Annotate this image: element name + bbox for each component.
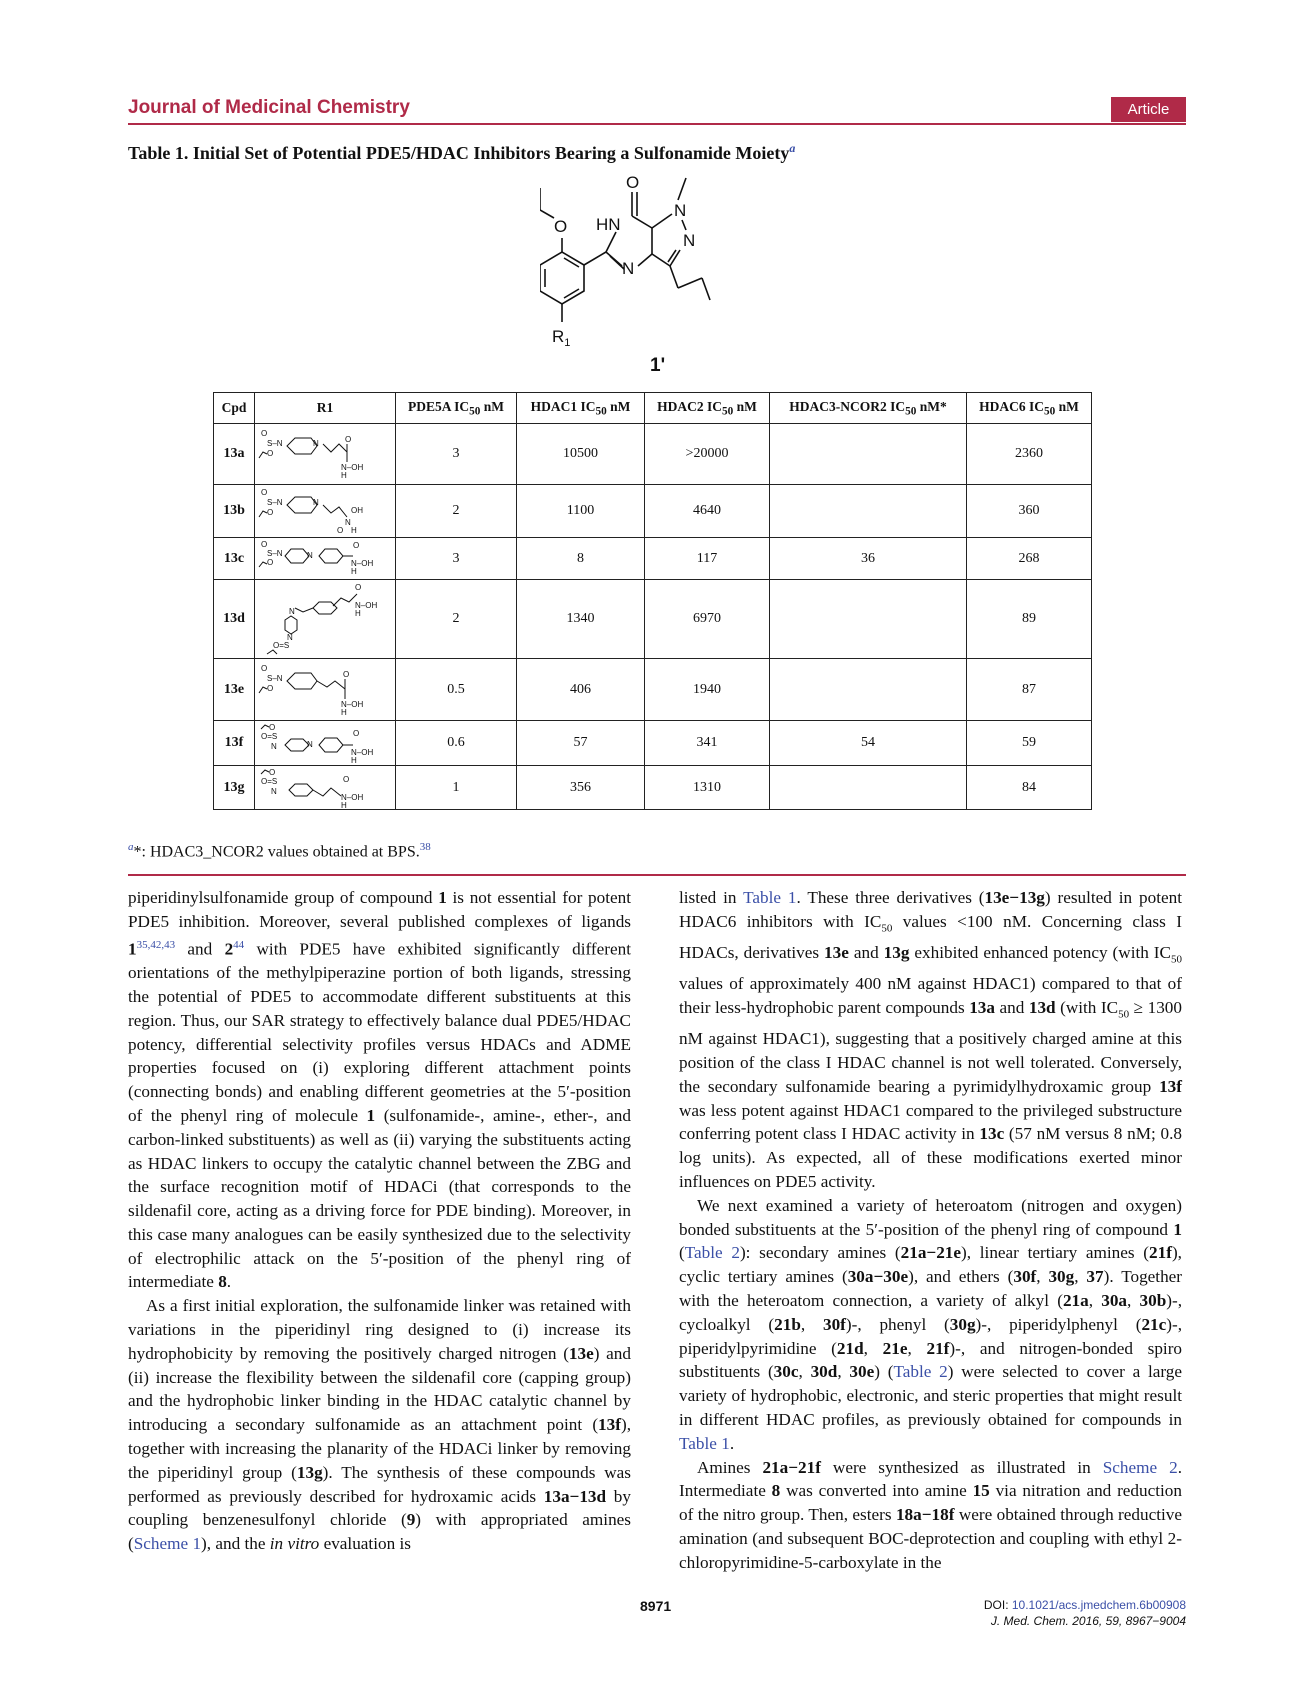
svg-text:O=S: O=S: [261, 732, 278, 741]
hn-label: HN: [596, 215, 621, 234]
structure-13a: [255, 424, 395, 484]
hdac1-value: 10500: [517, 424, 645, 485]
scaffold-structure-1-prime: [540, 170, 780, 380]
footnote-text: *: HDAC3_NCOR2 values obtained at BPS.: [133, 843, 420, 861]
reference-link[interactable]: 35,42,43: [136, 938, 176, 951]
paragraph: We next examined a variety of heteroatom (nitrogen and oxygen) bonded substituents at the 5′-position of the phenyl ring of compound 1 (Table 2): secondary amines (21a−21e), linear tertiary amines (21f), cyclic tertiary amines (30a−30e), and ethers (30f, 30g, 37). Together with the heteroatom connection, a variety of alkyl (21a, 30a, 30b)-, cycloalkyl (21b, 30f)-, phenyl (30g)-, piperidylphenyl (21c)-, piperidylpyrimidine (21d, 21e, 21f)-, and nitrogen-bonded spiro substituents (30c, 30d, 30e) (Table 2) were selected to cover a large variety of hydrophobic, electronic, and steric properties that might result in different HDAC profiles, as previously obtained for compounds in Table 1.: [679, 1195, 1183, 1453]
hdac1-value: 57: [517, 721, 645, 766]
scheme-2-link[interactable]: Scheme 2: [1102, 1457, 1178, 1477]
svg-text:O: O: [345, 435, 352, 444]
svg-text:O: O: [261, 488, 268, 497]
table-row: [214, 766, 1092, 810]
svg-text:H: H: [341, 471, 347, 480]
hdac2-value: 117: [645, 538, 770, 580]
svg-text:N: N: [345, 518, 351, 527]
svg-text:S–N: S–N: [267, 439, 283, 448]
svg-text:O: O: [269, 768, 276, 777]
svg-text:O: O: [355, 583, 362, 592]
svg-text:S–N: S–N: [267, 549, 283, 558]
header-pde5a: PDE5A $IC_{50}$ nM: [396, 393, 517, 424]
hdac6-value: 59: [967, 721, 1092, 766]
hdac3-value: [770, 424, 967, 485]
table-row: [214, 659, 1092, 721]
cpd-cell: 13f: [214, 721, 255, 766]
cpd-cell: 13d: [214, 580, 255, 659]
svg-text:N: N: [271, 787, 277, 796]
hdac1-value: 356: [517, 766, 645, 810]
pyrazole-n-label: N: [683, 231, 696, 250]
svg-text:O: O: [269, 723, 276, 732]
svg-text:H: H: [351, 756, 357, 765]
pde5a-value: 3: [396, 538, 517, 580]
svg-text:O=S: O=S: [261, 777, 278, 786]
svg-text:H: H: [351, 526, 357, 535]
hdac6-value: 268: [967, 538, 1092, 580]
hdac2-value: 6970: [645, 580, 770, 659]
header-cpd: Cpd: [214, 393, 255, 424]
footnote-rule: [128, 874, 1186, 876]
svg-text:O: O: [261, 429, 268, 438]
hdac3-value: [770, 766, 967, 810]
svg-text:N: N: [313, 498, 319, 507]
structure-13f: [255, 721, 395, 765]
pde5a-value: 0.6: [396, 721, 517, 766]
header-hdac2: HDAC2 $IC_{50}$ nM: [645, 393, 770, 424]
footnote-reference[interactable]: 38: [419, 841, 431, 853]
svg-text:H: H: [355, 609, 361, 618]
r1-label: $R_1$: [552, 327, 571, 349]
svg-text:N: N: [307, 551, 313, 560]
r1-structure-cell: [255, 580, 396, 659]
ether-oxygen-label: O: [554, 217, 568, 236]
table-row: [214, 721, 1092, 766]
svg-text:N–OH: N–OH: [355, 601, 378, 610]
pyrimidine-n-label: N: [622, 259, 635, 278]
cpd-cell: 13g: [214, 766, 255, 810]
page-number: 8971: [640, 1598, 672, 1614]
article-type-badge: Article: [1111, 97, 1186, 122]
table-footnote-mark: a: [789, 141, 796, 155]
hdac6-value: 2360: [967, 424, 1092, 485]
svg-text:N: N: [313, 439, 319, 448]
svg-text:O=S: O=S: [273, 641, 290, 650]
svg-text:N–OH: N–OH: [341, 700, 364, 709]
table-header-row: [214, 393, 1092, 424]
table-title-text: Table 1. Initial Set of Potential PDE5/HDAC Inhibitors Bearing a Sulfonamide Moiety: [128, 143, 790, 163]
svg-text:O: O: [343, 670, 350, 679]
r1-structure-cell: [255, 659, 396, 721]
doi-line: DOI: 10.1021/acs.jmedchem.6b00908: [983, 1598, 1186, 1612]
cpd-cell: 13c: [214, 538, 255, 580]
table-1-link[interactable]: Table 1: [679, 1433, 730, 1453]
pde5a-value: 2: [396, 580, 517, 659]
hdac1-value: 1100: [517, 485, 645, 538]
structure-13e: [255, 659, 395, 720]
hdac3-value: [770, 659, 967, 721]
structure-13g: [255, 766, 395, 809]
svg-text:H: H: [341, 708, 347, 717]
svg-text:H: H: [351, 567, 357, 576]
hdac3-value: 36: [770, 538, 967, 580]
r1-structure-cell: [255, 485, 396, 538]
svg-text:O: O: [267, 684, 274, 693]
pde5a-value: 3: [396, 424, 517, 485]
svg-text:OH: OH: [351, 506, 363, 515]
body-left-column: [128, 886, 631, 1556]
hdac6-value: 84: [967, 766, 1092, 810]
table-2-link[interactable]: Table 2: [684, 1243, 740, 1263]
hdac1-value: 406: [517, 659, 645, 721]
header-hdac6: HDAC6 $IC_{50}$ nM: [967, 393, 1092, 424]
svg-text:N: N: [307, 740, 313, 749]
svg-text:N–OH: N–OH: [341, 793, 364, 802]
carbonyl-oxygen-label: O: [626, 173, 640, 192]
hdac6-value: 87: [967, 659, 1092, 721]
hdac3-value: 54: [770, 721, 967, 766]
footnote-mark: a: [128, 841, 134, 853]
svg-text:S–N: S–N: [267, 674, 283, 683]
table-row: [214, 424, 1092, 485]
hdac3-value: [770, 485, 967, 538]
paragraph: Amines 21a−21f were synthesized as illustrated in Scheme 2. Intermediate 8 was converted into amine 15 via nitration and reduction of the nitro group. Then, esters 18a−18f were obtained through reductive amination (and subsequent BOC-deprotection and coupling with ethyl 2-chloropyrimidine-5-carboxylate in the: [679, 1457, 1182, 1572]
hdac2-value: 1310: [645, 766, 770, 810]
r1-structure-cell: [255, 721, 396, 766]
scheme-1-link[interactable]: Scheme 1: [133, 1534, 202, 1554]
pde5a-value: 1: [396, 766, 517, 810]
pde5a-value: 2: [396, 485, 517, 538]
svg-text:N: N: [271, 742, 277, 751]
header-hdac3-ncor2: HDAC3-NCOR2 $IC_{50}$ nM*: [770, 393, 967, 424]
svg-text:O: O: [353, 729, 360, 738]
hdac2-value: 341: [645, 721, 770, 766]
cpd-cell: 13a: [214, 424, 255, 485]
r1-structure-cell: [255, 538, 396, 580]
svg-text:O: O: [267, 449, 274, 458]
table-1-link[interactable]: Table 1: [743, 888, 797, 907]
hdac2-value: 4640: [645, 485, 770, 538]
journal-citation: J. Med. Chem. 2016, 59, 8967−9004: [990, 1614, 1186, 1628]
svg-text:N–OH: N–OH: [351, 748, 374, 757]
header-r1: R1: [255, 393, 396, 424]
header-rule: [128, 123, 1186, 125]
table-row: [214, 538, 1092, 580]
body-right-column: [679, 886, 1182, 1575]
cpd-cell: 13e: [214, 659, 255, 721]
hdac6-value: 360: [967, 485, 1092, 538]
svg-text:N–OH: N–OH: [341, 463, 364, 472]
svg-text:O: O: [337, 526, 344, 535]
doi-link[interactable]: 10.1021/acs.jmedchem.6b00908: [1011, 1598, 1186, 1612]
table-title: [128, 141, 795, 164]
methyl-n-label: N: [674, 201, 687, 220]
hdac3-value: [770, 580, 967, 659]
cpd-cell: 13b: [214, 485, 255, 538]
r1-structure-cell: [255, 424, 396, 485]
structure-13c: [255, 538, 395, 579]
svg-text:S–N: S–N: [267, 498, 283, 507]
svg-text:N: N: [287, 633, 293, 642]
svg-text:O: O: [267, 558, 274, 567]
paragraph: listed in Table 1. These three derivatives (13e−13g) resulted in potent HDAC6 inhibitors with $IC_{50}$ values <100 nM. Concerning class I HDACs, derivatives 13e and 13g exhibited enhanced potency (with $IC_{50}$ values of approximately 400 nM against HDAC1) compared to that of their less-hydrophobic parent compounds 13a and 13d (with $IC_{50} \ge 1300$ nM against HDAC1), suggesting that a positively charged amine at this position of the class I HDAC channel is not well tolerated. Conversely, the secondary sulfonamide bearing a pyrimidylhydroxamic group 13f was less potent against HDAC1 compared to the privileged substructure conferring potent class I HDAC activity in 13c (57 nM versus 8 nM; 0.8 log units). As expected, all of these modifications exerted minor influences on PDE5 activity.: [679, 888, 1182, 1192]
reference-link[interactable]: 44: [233, 938, 245, 951]
hdac1-value: 1340: [517, 580, 645, 659]
structure-13b: [255, 485, 395, 537]
journal-name: Journal of Medicinal Chemistry: [128, 97, 410, 118]
svg-text:N: N: [289, 607, 295, 616]
hdac2-value: 1940: [645, 659, 770, 721]
table-2-link[interactable]: Table 2: [893, 1362, 948, 1382]
header-hdac1: HDAC1 $IC_{50}$ nM: [517, 393, 645, 424]
table-footnote: [128, 841, 431, 861]
paragraph: piperidinylsulfonamide group of compound 1 is not essential for potent PDE5 inhibition. Moreover, several published complexes of ligands 1$^{35,42,43}$ and $2^{44}$ with PDE5 have exhibited significantly different orientations of the methylpiperazine portion of both ligands, stressing the potential of PDE5 to accommodate different substituents at this region. Thus, our SAR strategy to effectively balance dual PDE5/HDAC potency, differential selectivity profiles versus HDACs and ADME properties focused on (i) exploring different attachment points (connecting bonds) and enabling different geometries at the 5′-position of the phenyl ring of molecule 1 (sulfonamide-, amine-, ether-, and carbon-linked substituents) as well as (ii) varying the substituents acting as HDAC linkers to occupy the catalytic channel between the ZBG and the surface recognition motif of HDACi (that corresponds to the sildenafil core, acting as a driving force for PDE binding). Moreover, in this case many analogues can be easily synthesized due to the selectivity of electrophilic attack on the 5′-position of the phenyl ring of intermediate 8.: [128, 888, 631, 1292]
pde5a-value: 0.5: [396, 659, 517, 721]
table-row: [214, 485, 1092, 538]
svg-text:O: O: [343, 775, 350, 784]
paragraph: As a first initial exploration, the sulfonamide linker was retained with variations in the piperidinyl ring designed to (i) increase its hydrophobicity by removing the positively charged nitrogen (13e) and (ii) increase the flexibility between the sildenafil core (capping group) and the hydrophobic linker binding in the HDAC catalytic channel by introducing a secondary sulfonamide as an attachment point (13f), together with increasing the planarity of the HDACi linker by removing the piperidinyl group (13g). The synthesis of these compounds was performed as previously described for hydroxamic acids 13a−13d by coupling benzenesulfonyl chloride (9) with appropriated amines (Scheme 1), and the in vitro evaluation is: [128, 1296, 631, 1554]
svg-text:O: O: [353, 541, 360, 550]
r1-structure-cell: [255, 766, 396, 810]
structure-13d: [255, 580, 395, 658]
hdac6-value: 89: [967, 580, 1092, 659]
svg-text:O: O: [261, 664, 268, 673]
table-row: [214, 580, 1092, 659]
scaffold-label: 1': [650, 355, 666, 376]
svg-text:N–OH: N–OH: [351, 559, 374, 568]
svg-text:H: H: [341, 801, 347, 809]
hdac2-value: >20000: [645, 424, 770, 485]
inhibitor-table: [213, 392, 1092, 810]
hdac1-value: 8: [517, 538, 645, 580]
svg-text:O: O: [261, 540, 268, 549]
svg-text:O: O: [267, 508, 274, 517]
